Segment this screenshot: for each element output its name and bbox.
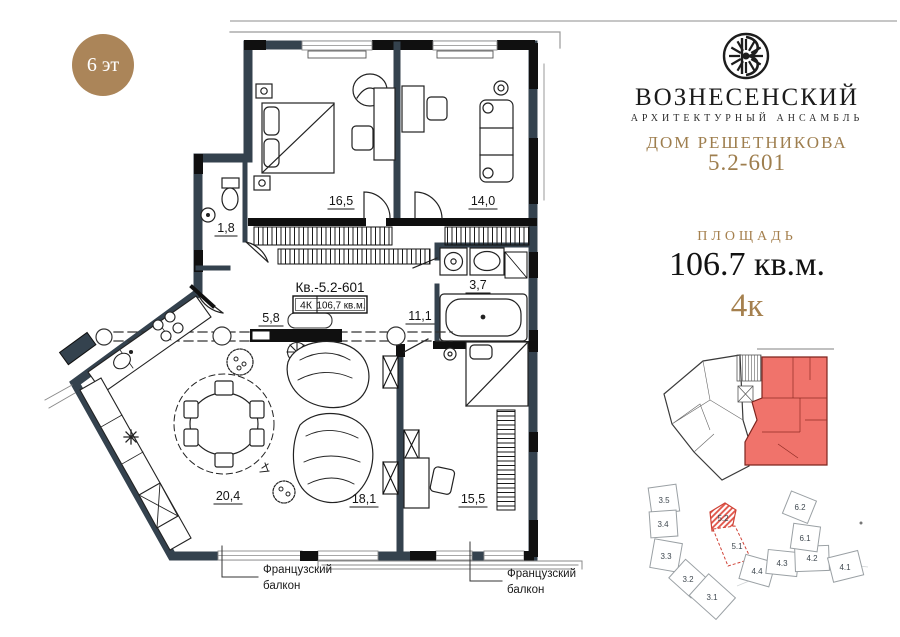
svg-text:5.2: 5.2 — [717, 514, 729, 523]
svg-text:4.4: 4.4 — [751, 567, 763, 576]
apartment-number-label: Кв.-5.2-601 — [295, 280, 365, 295]
floor-badge-label: 6 эт — [86, 53, 120, 76]
brand-tagline: АРХИТЕКТУРНЫЙ АНСАМБЛЬ — [630, 113, 864, 124]
floor-mini-plan — [664, 349, 834, 480]
svg-text:5.1: 5.1 — [731, 542, 743, 551]
exterior-wall-piece — [60, 333, 96, 365]
room-area-bathroom: 3,7 — [469, 278, 487, 292]
svg-text:6.2: 6.2 — [794, 503, 806, 512]
svg-text:6.1: 6.1 — [799, 534, 811, 543]
room-area-corridor: 11,1 — [408, 309, 432, 323]
svg-text:4.3: 4.3 — [776, 559, 788, 568]
balcony-label-1b: балкон — [263, 580, 301, 592]
neighbor-apartment — [664, 355, 749, 480]
site-plan — [648, 484, 868, 619]
room-area-wc: 1,8 — [217, 221, 235, 235]
svg-text:3.5: 3.5 — [658, 496, 670, 505]
svg-text:3.2: 3.2 — [682, 575, 694, 584]
site-building-6-2 — [782, 491, 816, 523]
room-area-bedroom3: 15,5 — [460, 492, 486, 506]
balcony-label-2: Французский — [507, 568, 576, 580]
balcony-label-2b: балкон — [507, 584, 545, 596]
room-area-bedroom2: 14,0 — [470, 194, 496, 208]
window — [318, 551, 378, 560]
site-marker-dot — [860, 522, 863, 525]
room-area-hall: 5,8 — [262, 311, 280, 325]
site-building-4-1 — [828, 550, 864, 582]
area-value: 106.7 кв.м. — [668, 246, 826, 283]
window — [484, 551, 524, 560]
spec-rooms: 4К — [300, 299, 312, 312]
window — [218, 551, 302, 560]
brand-unit-number: 5.2-601 — [708, 150, 786, 175]
brand-name: ВОЗНЕСЕНСКИЙ — [634, 84, 860, 111]
room-area-kitchen-living: 20,4 — [215, 489, 241, 503]
balcony-label-1: Французский — [263, 564, 332, 576]
window — [436, 551, 472, 560]
svg-text:3.4: 3.4 — [657, 520, 669, 529]
room-area-living: 18,1 — [351, 492, 377, 506]
apartment-spec — [293, 280, 367, 313]
spec-area: 106,7 кв.м. — [316, 300, 366, 312]
svg-text:4.1: 4.1 — [839, 563, 851, 572]
site-building-4-3 — [766, 549, 799, 576]
brand-house: ДОМ РЕШЕТНИКОВА — [646, 133, 848, 152]
area-section-title: ПЛОЩАДЬ — [697, 229, 797, 244]
stairwell-symbol — [737, 355, 761, 381]
svg-text:3.3: 3.3 — [660, 552, 672, 561]
rooms-count: 4к — [730, 288, 764, 324]
site-building-3-4 — [649, 510, 678, 538]
site-building-6-1 — [790, 523, 820, 552]
window — [302, 41, 372, 58]
freezer-symbol — [124, 430, 138, 444]
svg-text:3.1: 3.1 — [706, 593, 718, 602]
main-floor-plan — [45, 32, 582, 596]
svg-text:4.2: 4.2 — [806, 554, 818, 563]
window — [433, 41, 497, 58]
site-building-3-3 — [650, 539, 683, 572]
room-area-bedroom1: 16,5 — [328, 194, 354, 208]
